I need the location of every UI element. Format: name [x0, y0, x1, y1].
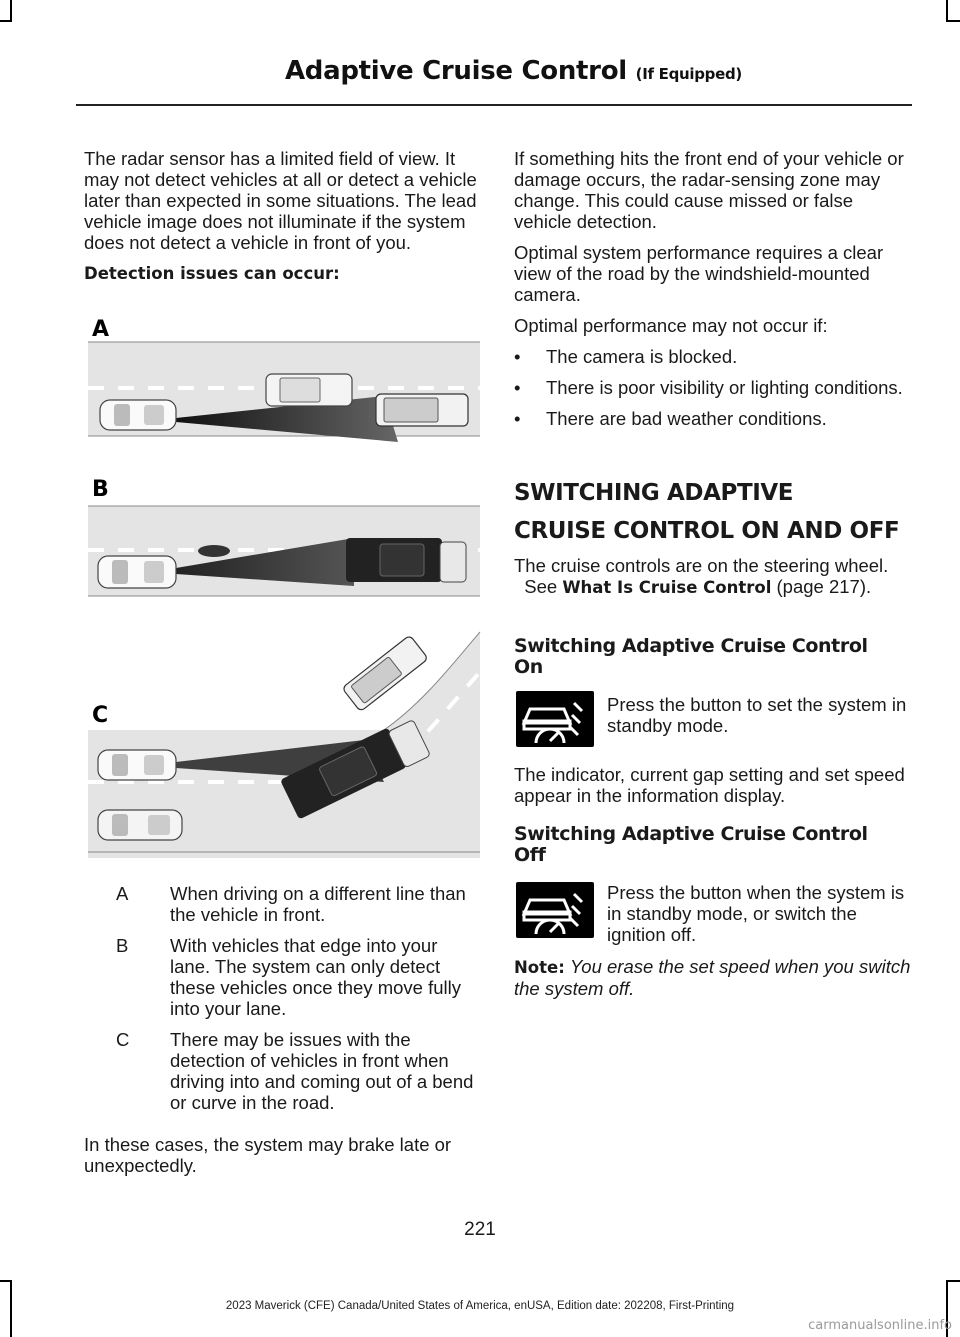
legend-row	[84, 935, 480, 1019]
damage-paragraph: If something hits the front end of your vehicle or damage occurs, the radar-sensing zone may change. This could cause missed or false vehicle detection.	[514, 148, 904, 232]
watermark: carmanualsonline.info	[808, 1318, 952, 1333]
note	[514, 956, 912, 999]
on-subtitle-line-2: On	[514, 656, 543, 678]
right-column	[514, 148, 912, 439]
crop-mark	[946, 20, 960, 22]
crop-mark	[0, 20, 12, 22]
legend-key: A	[116, 883, 129, 904]
list-item: • The camera is blocked.	[514, 346, 738, 367]
header-title: Adaptive Cruise Control	[284, 56, 627, 86]
header-rule	[76, 104, 912, 106]
off-subtitle-line-2: Off	[514, 844, 546, 866]
list-item: • There is poor visibility or lighting conditions.	[514, 377, 903, 398]
closing-paragraph: In these cases, the system may brake late or unexpectedly.	[84, 1134, 452, 1176]
detection-issues-figure	[84, 312, 484, 858]
page-number: 221	[464, 1219, 496, 1240]
section-title-line-2: CRUISE CONTROL ON AND OFF	[514, 518, 900, 544]
figure-panel-c	[88, 632, 480, 858]
off-subtitle-line-1: Switching Adaptive Cruise Control	[514, 823, 868, 845]
off-subtitle	[514, 824, 934, 866]
header-subtitle: (If Equipped)	[635, 65, 742, 83]
crop-mark	[10, 0, 12, 22]
section-intro-text: The cruise controls are on the steering wheel.	[514, 555, 889, 576]
camera-paragraph: Optimal system performance requires a clear view of the road by the windshield-mounted camera.	[514, 242, 884, 305]
figure-panel-a	[88, 342, 480, 442]
legend-text: There may be issues with the detection of vehicles in front when driving into and coming out of a bend or curve in the road.	[170, 1029, 474, 1113]
figure-label-c: C	[92, 703, 109, 728]
see-page: (page 217).	[776, 576, 872, 597]
see-prefix: See	[524, 576, 558, 597]
note-text: You erase the set speed when you switch the system off.	[514, 956, 911, 999]
conditions-list	[514, 346, 912, 429]
figure-label-b: B	[92, 477, 109, 502]
figure-label-a: A	[92, 317, 110, 342]
crop-mark	[0, 1280, 12, 1282]
crop-mark	[946, 1280, 960, 1282]
list-item-text: There is poor visibility or lighting conditions.	[546, 377, 903, 398]
section-title-line-1: SWITCHING ADAPTIVE	[514, 480, 794, 506]
list-item-text: The camera is blocked.	[546, 346, 738, 367]
list-item-text: There are bad weather conditions.	[546, 408, 827, 429]
on-subtitle-line-1: Switching Adaptive Cruise Control	[514, 635, 868, 657]
legend-row	[84, 883, 480, 925]
adaptive-cruise-icon	[516, 882, 594, 938]
note-label: Note:	[514, 958, 565, 977]
on-subtitle	[514, 636, 934, 678]
crop-mark	[946, 0, 948, 22]
section-title	[514, 477, 934, 547]
figure-legend	[84, 883, 480, 1123]
legend-key: C	[116, 1029, 130, 1050]
issues-heading: Detection issues can occur:	[84, 264, 340, 283]
adaptive-cruise-icon	[516, 691, 594, 747]
optimal-paragraph: Optimal performance may not occur if:	[514, 315, 828, 336]
page-header	[285, 56, 742, 86]
off-instructions: Press the button when the system is in standby mode, or switch the ignition off.	[607, 882, 905, 945]
page-footer: 2023 Maverick (CFE) Canada/United States of America, enUSA, Edition date: 202208, First-Printing	[225, 1300, 735, 1312]
see-link[interactable]: What Is Cruise Control	[562, 578, 772, 597]
list-item: • There are bad weather conditions.	[514, 408, 827, 429]
left-column	[84, 148, 480, 294]
radar-paragraph: The radar sensor has a limited field of view. It may not detect vehicles at all or detect a vehicle later than expected in some situations. The lead vehicle image does not illuminate if the system does not detect a vehicle in front of you.	[84, 148, 477, 253]
legend-row	[84, 1029, 480, 1113]
on-after-paragraph: The indicator, current gap setting and set speed appear in the information display.	[514, 764, 905, 806]
section-intro	[514, 555, 912, 598]
on-instructions: Press the button to set the system in standby mode.	[607, 694, 907, 736]
legend-key: B	[116, 935, 129, 956]
legend-text: With vehicles that edge into your lane. The system can only detect these vehicles once they move fully into your lane.	[170, 935, 462, 1019]
legend-text: When driving on a different line than the vehicle in front.	[170, 883, 466, 925]
figure-panel-b	[88, 506, 480, 596]
